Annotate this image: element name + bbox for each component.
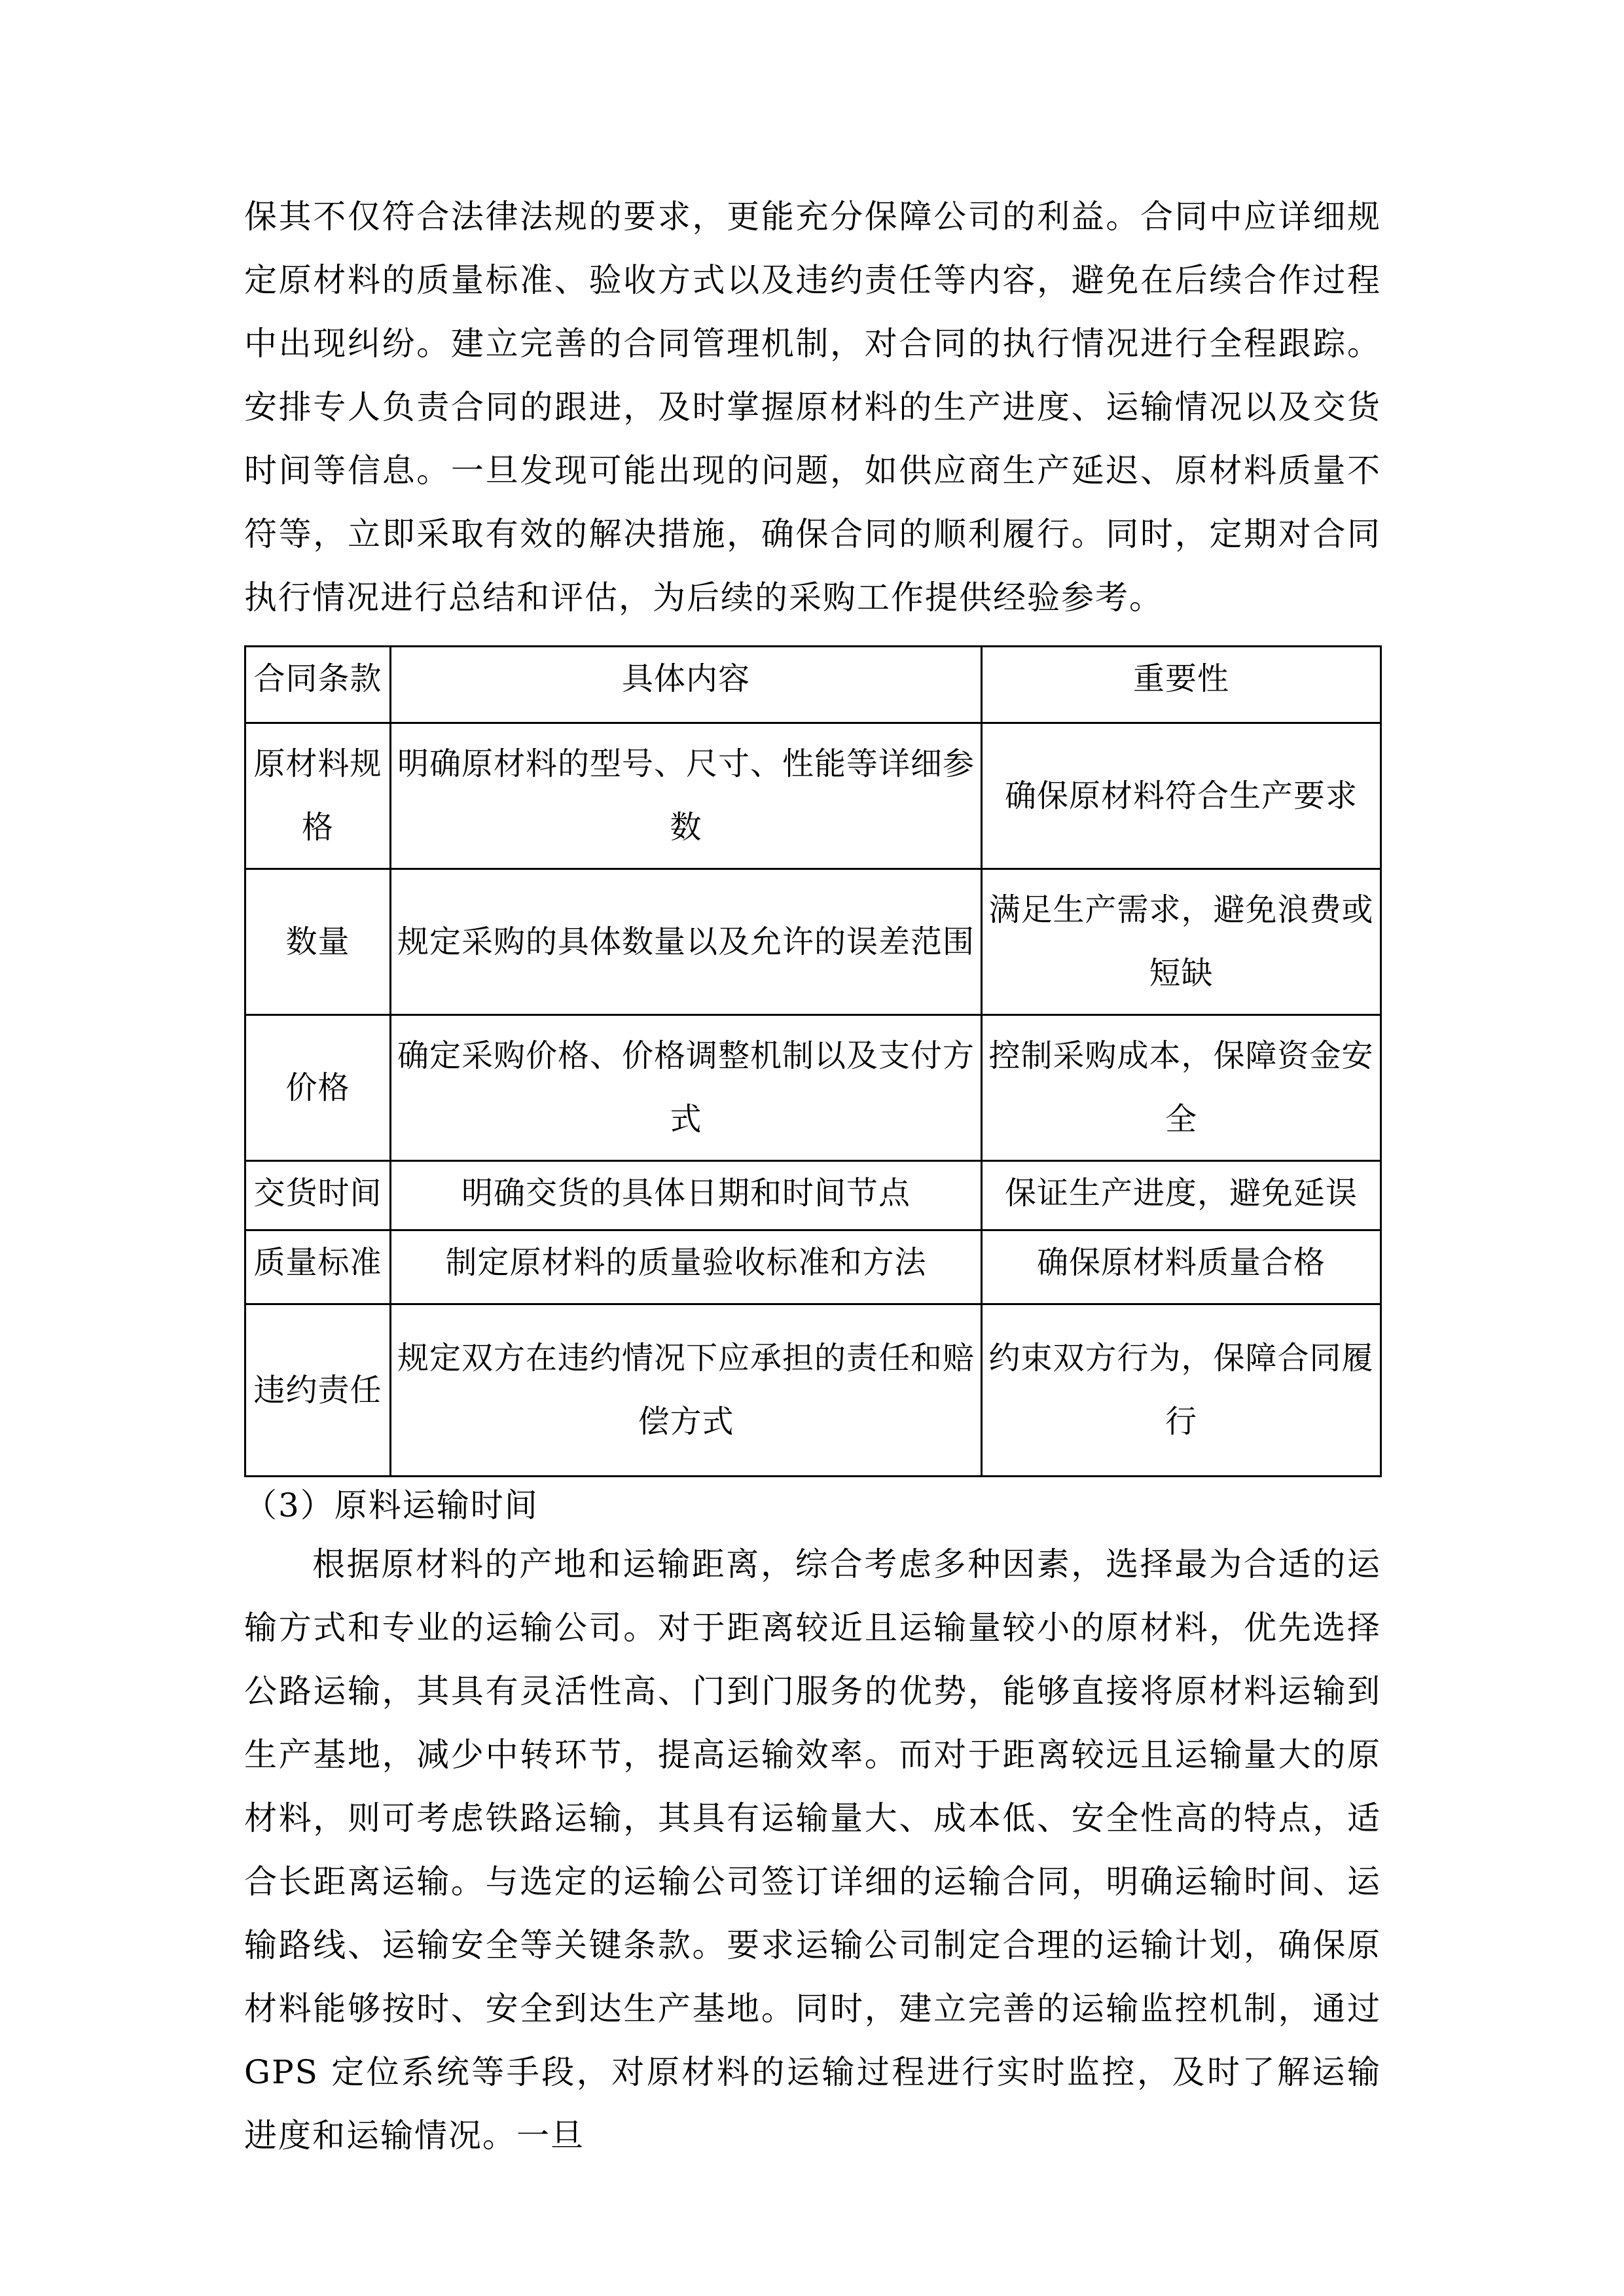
importance-cell: 确保原材料质量合格 — [982, 1230, 1381, 1304]
clause-cell: 原材料规格 — [245, 723, 391, 869]
content-cell: 确定采购价格、价格调整机制以及支付方式 — [391, 1015, 982, 1161]
clause-cell: 违约责任 — [245, 1304, 391, 1477]
table-row — [245, 1015, 1381, 1161]
contract-terms-table — [244, 645, 1382, 1477]
clause-cell: 质量标准 — [245, 1230, 391, 1304]
table-row — [245, 1161, 1381, 1230]
table-row — [245, 869, 1381, 1015]
importance-cell: 保证生产进度，避免延误 — [982, 1161, 1381, 1230]
table-row — [245, 1230, 1381, 1304]
clause-cell: 数量 — [245, 869, 391, 1015]
content-cell: 规定双方在违约情况下应承担的责任和赔偿方式 — [391, 1304, 982, 1477]
clause-cell: 交货时间 — [245, 1161, 391, 1230]
table-row — [245, 1304, 1381, 1477]
transport-paragraph: 根据原材料的产地和运输距离，综合考虑多种因素，选择最为合适的运输方式和专业的运输公司。对于距离较近且运输量较小的原材料，优先选择公路运输，其具有灵活性高、门到门服务的优势，能够直接将原材料运输到生产基地，减少中转环节，提高运输效率。而对于距离较远且运输量大的原材料，则可考虑铁路运输，其具有运输量大、成本低、安全性高的特点，适合长距离运输。与选定的运输公司签订详细的运输合同，明确运输时间、运输路线、运输安全等关键条款。要求运输公司制定合理的运输计划，确保原材料能够按时、安全到达生产基地。同时，建立完善的运输监控机制，通过 GPS 定位系统等手段，对原材料的运输过程进行实时监控，及时了解运输进度和运输情况。一旦 — [244, 1545, 1381, 2155]
column-header-content: 具体内容 — [391, 647, 982, 723]
section-heading: （3）原料运输时间 — [244, 1486, 539, 1524]
clause-cell: 价格 — [245, 1015, 391, 1161]
table-row — [245, 723, 1381, 869]
content-cell: 制定原材料的质量验收标准和方法 — [391, 1230, 982, 1304]
importance-cell: 满足生产需求，避免浪费或短缺 — [982, 869, 1381, 1015]
table-header-row — [245, 647, 1381, 723]
content-cell: 明确原材料的型号、尺寸、性能等详细参数 — [391, 723, 982, 869]
content-cell: 规定采购的具体数量以及允许的误差范围 — [391, 869, 982, 1015]
importance-cell: 约束双方行为，保障合同履行 — [982, 1304, 1381, 1477]
column-header-clause: 合同条款 — [245, 647, 391, 723]
importance-cell: 确保原材料符合生产要求 — [982, 723, 1381, 869]
column-header-importance: 重要性 — [982, 647, 1381, 723]
importance-cell: 控制采购成本，保障资金安全 — [982, 1015, 1381, 1161]
content-cell: 明确交货的具体日期和时间节点 — [391, 1161, 982, 1230]
contract-management-paragraph: 保其不仅符合法律法规的要求，更能充分保障公司的利益。合同中应详细规定原材料的质量标准、验收方式以及违约责任等内容，避免在后续合作过程中出现纠纷。建立完善的合同管理机制，对合同的执行情况进行全程跟踪。安排专人负责合同的跟进，及时掌握原材料的生产进度、运输情况以及交货时间等信息。一旦发现可能出现的问题，如供应商生产延迟、原材料质量不符等，立即采取有效的解决措施，确保合同的顺利履行。同时，定期对合同执行情况进行总结和评估，为后续的采购工作提供经验参考。 — [244, 198, 1381, 617]
